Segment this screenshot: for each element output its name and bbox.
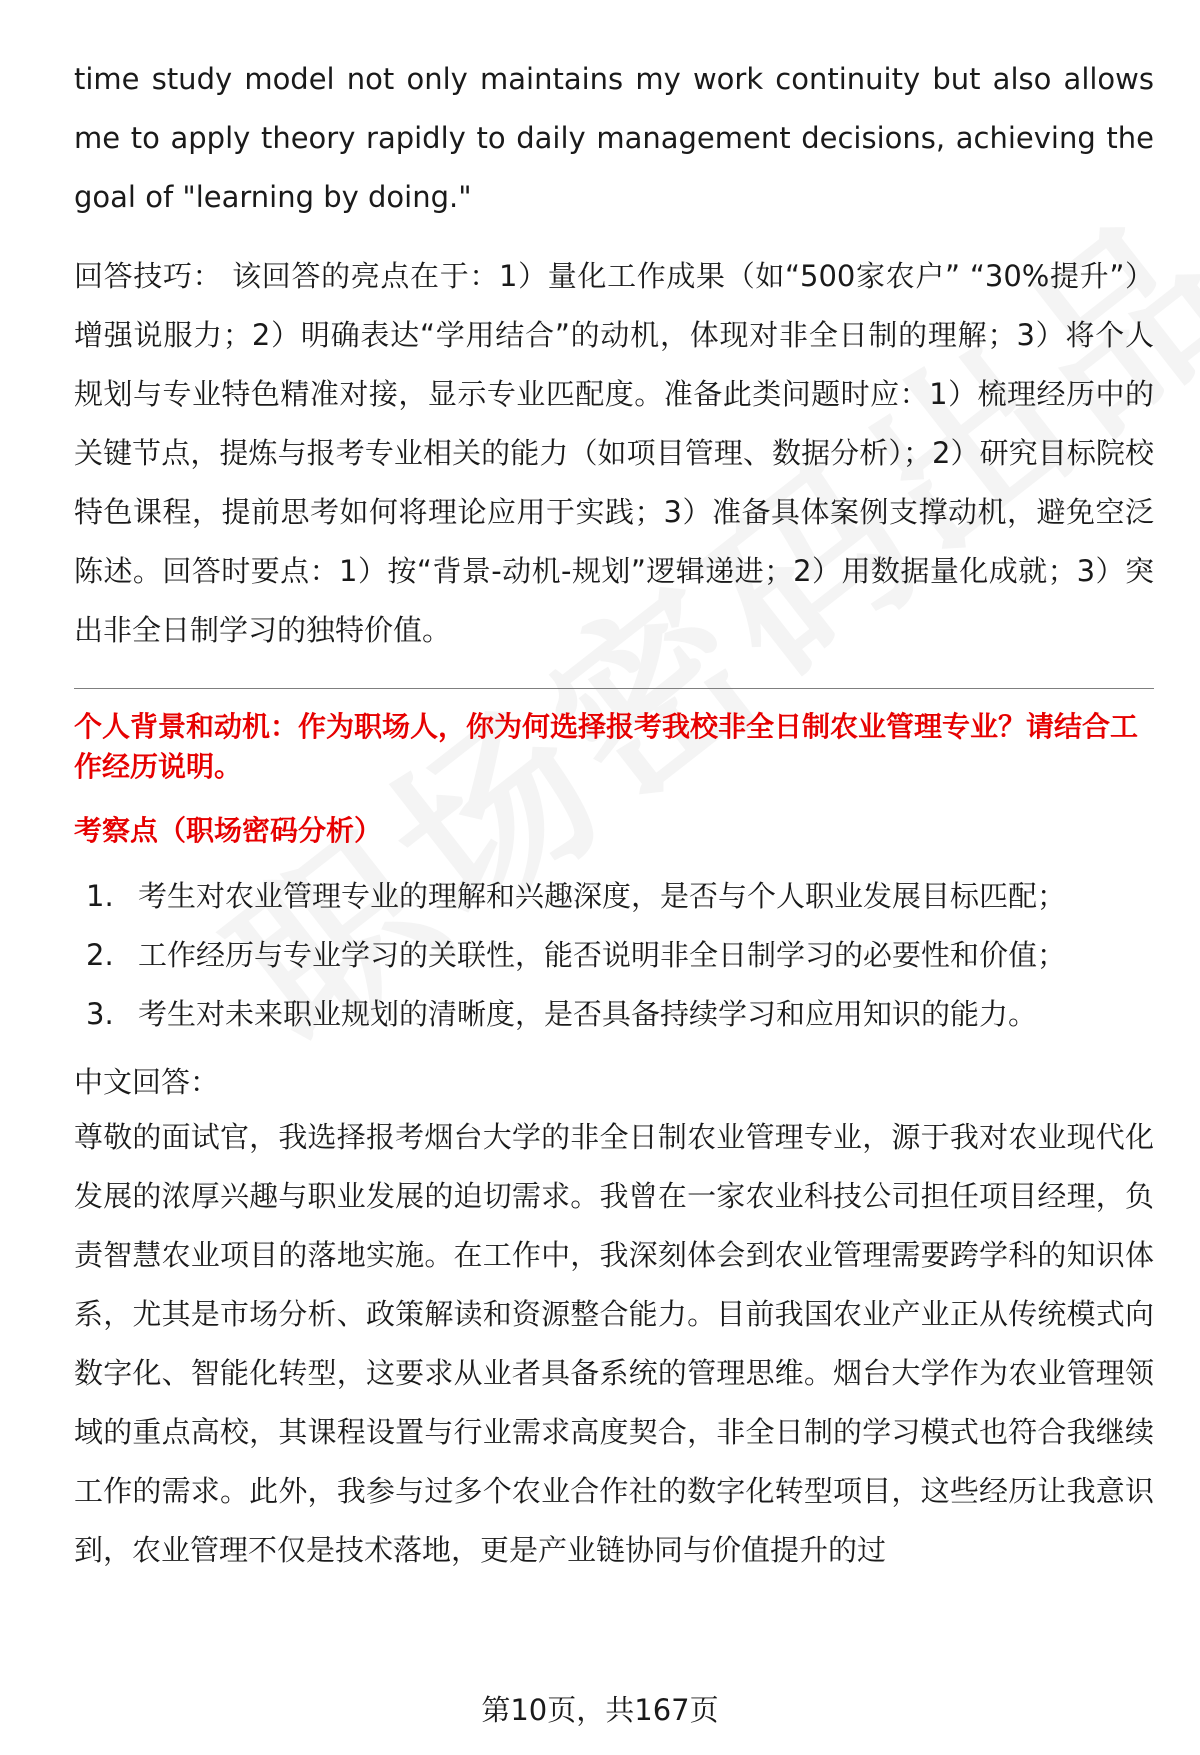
list-item-text: 工作经历与专业学习的关联性，能否说明非全日制学习的必要性和价值； bbox=[138, 938, 1067, 972]
intro-paragraph: time study model not only maintains my work continuity but also allows me to apply theory rapidly to daily management decisions, achieving the goal of "learning by doing." bbox=[74, 62, 1154, 214]
section-divider bbox=[74, 688, 1154, 689]
chinese-answer-paragraph: 尊敬的面试官，我选择报考烟台大学的非全日制农业管理专业，源于我对农业现代化发展的浓厚兴趣与职业发展的迫切需求。我曾在一家农业科技公司担任项目经理，负责智慧农业项目的落地实施。在工作中，我深刻体会到农业管理需要跨学科的知识体系，尤其是市场分析、政策解读和资源整合能力。目前我国农业产业正从传统模式向数字化、智能化转型，这要求从业者具备系统的管理思维。烟台大学作为农业管理领域的重点高校，其课程设置与行业需求高度契合，非全日制的学习模式也符合我继续工作的需求。此外，我参与过多个农业合作社的数字化转型项目，这些经历让我意识到，农业管理不仅是技术落地，更是产业链协同与价值提升的过 bbox=[74, 1120, 1154, 1567]
question-heading: 个人背景和动机：作为职场人，你为何选择报考我校非全日制农业管理专业？请结合工作经历说明。 bbox=[74, 710, 1139, 783]
list-item-number: 3. bbox=[86, 997, 114, 1031]
list-item-text: 考生对农业管理专业的理解和兴趣深度，是否与个人职业发展目标匹配； bbox=[138, 879, 1067, 913]
list-item bbox=[74, 926, 1154, 985]
list-item-text: 考生对未来职业规划的清晰度，是否具备持续学习和应用知识的能力。 bbox=[138, 997, 1038, 1031]
list-item-number: 1. bbox=[86, 879, 114, 913]
page-footer: 第10页，共167页 bbox=[481, 1693, 719, 1727]
assessment-points-list bbox=[74, 867, 1154, 1044]
answer-tips-paragraph: 回答技巧： 该回答的亮点在于：1）量化工作成果（如“500家农户” “30%提升”）增强说服力；2）明确表达“学用结合”的动机，体现对非全日制的理解；3）将个人规划与专业特色精准对接，显示专业匹配度。准备此类问题时应：1）梳理经历中的关键节点，提炼与报考专业相关的能力（如项目管理、数据分析）；2）研究目标院校特色课程，提前思考如何将理论应用于实践；3）准备具体案例支撑动机，避免空泛陈述。回答时要点：1）按“背景-动机-规划”逻辑递进；2）用数据量化成就；3）突出非全日制学习的独特价值。 bbox=[74, 259, 1154, 647]
list-item bbox=[74, 985, 1154, 1044]
list-item-number: 2. bbox=[86, 938, 114, 972]
chinese-answer-label: 中文回答： bbox=[74, 1065, 220, 1099]
assessment-points-title: 考察点（职场密码分析） bbox=[74, 814, 383, 847]
list-item bbox=[74, 867, 1154, 926]
document-page bbox=[74, 50, 1154, 1580]
